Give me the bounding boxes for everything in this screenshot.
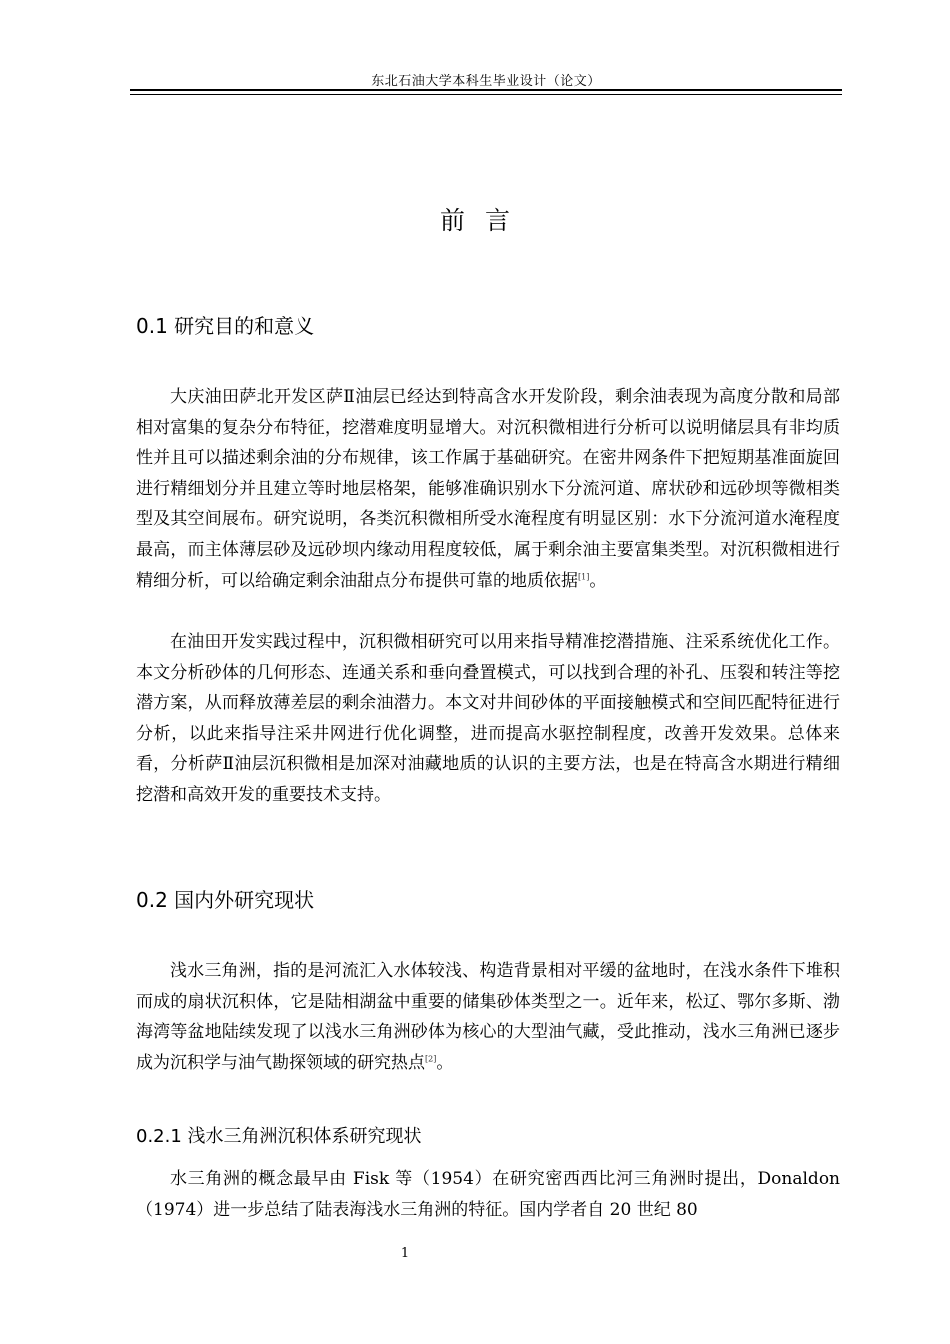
paragraph-end: 。	[436, 1052, 454, 1073]
paragraph-end: 。	[589, 570, 607, 591]
section-heading-0-1: 0.1 研究目的和意义	[136, 314, 315, 338]
page-title: 前言	[439, 206, 530, 235]
paragraph-text: 浅水三角洲，指的是河流汇入水体较浅、构造背景相对平缓的盆地时，在浅水条件下堆积而成的扇状沉积体，它是陆相湖盆中重要的储集砂体类型之一。近年来，松辽、鄂尔多斯、渤海湾等盆地陆续发现了以浅水三角洲砂体为核心的大型油气藏，受此推动，浅水三角洲已逐步成为沉积学与油气勘探领域的研究热点	[136, 961, 840, 1073]
subsection-heading-0-2-1: 0.2.1 浅水三角洲沉积体系研究现状	[136, 1126, 422, 1147]
running-header: 东北石油大学本科生毕业设计（论文）	[371, 74, 601, 89]
header-rule-thick	[130, 89, 842, 91]
paragraph-0-2-1-first	[136, 1164, 840, 1225]
paragraph-text: 在油田开发实践过程中，沉积微相研究可以用来指导精准挖潜措施、注采系统优化工作。本文分析砂体的几何形态、连通关系和垂向叠置模式，可以找到合理的补孔、压裂和转注等挖潜方案，从而释放薄差层的剩余油潜力。本文对井间砂体的平面接触模式和空间匹配特征进行分析，以此来指导注采井网进行优化调整，进而提高水驱控制程度，改善开发效果。总体来看，分析萨Ⅱ油层沉积微相是加深对油藏地质的认识的主要方法，也是在特高含水期进行精细挖潜和高效开发的重要技术支持。	[136, 632, 840, 805]
section-heading-0-2: 0.2 国内外研究现状	[136, 888, 315, 912]
paragraph-0-1-second	[136, 627, 840, 811]
paragraph-text: 水三角洲的概念最早由 Fisk 等（1954）在研究密西西比河三角洲时提出，Donaldon（1974）进一步总结了陆表海浅水三角洲的特征。国内学者自 20 世纪 80	[136, 1169, 840, 1220]
header-rule-thin	[130, 94, 842, 95]
citation-marker: [1]	[578, 571, 590, 581]
paragraph-0-1-first	[136, 382, 840, 596]
page-number: 1	[400, 1246, 410, 1261]
paragraph-text: 大庆油田萨北开发区萨Ⅱ油层已经达到特高含水开发阶段，剩余油表现为高度分散和局部相对富集的复杂分布特征，挖潜难度明显增大。对沉积微相进行分析可以说明储层具有非均质性并且可以描述剩余油的分布规律，该工作属于基础研究。在密井网条件下把短期基准面旋回进行精细划分并且建立等时地层格架，能够准确识别水下分流河道、席状砂和远砂坝等微相类型及其空间展布。研究说明，各类沉积微相所受水淹程度有明显区别：水下分流河道水淹程度最高，而主体薄层砂及远砂坝内缘动用程度较低，属于剩余油主要富集类型。对沉积微相进行精细分析，可以给确定剩余油甜点分布提供可靠的地质依据	[136, 387, 840, 591]
paragraph-0-2-first	[136, 956, 840, 1078]
citation-marker: [2]	[425, 1054, 437, 1064]
